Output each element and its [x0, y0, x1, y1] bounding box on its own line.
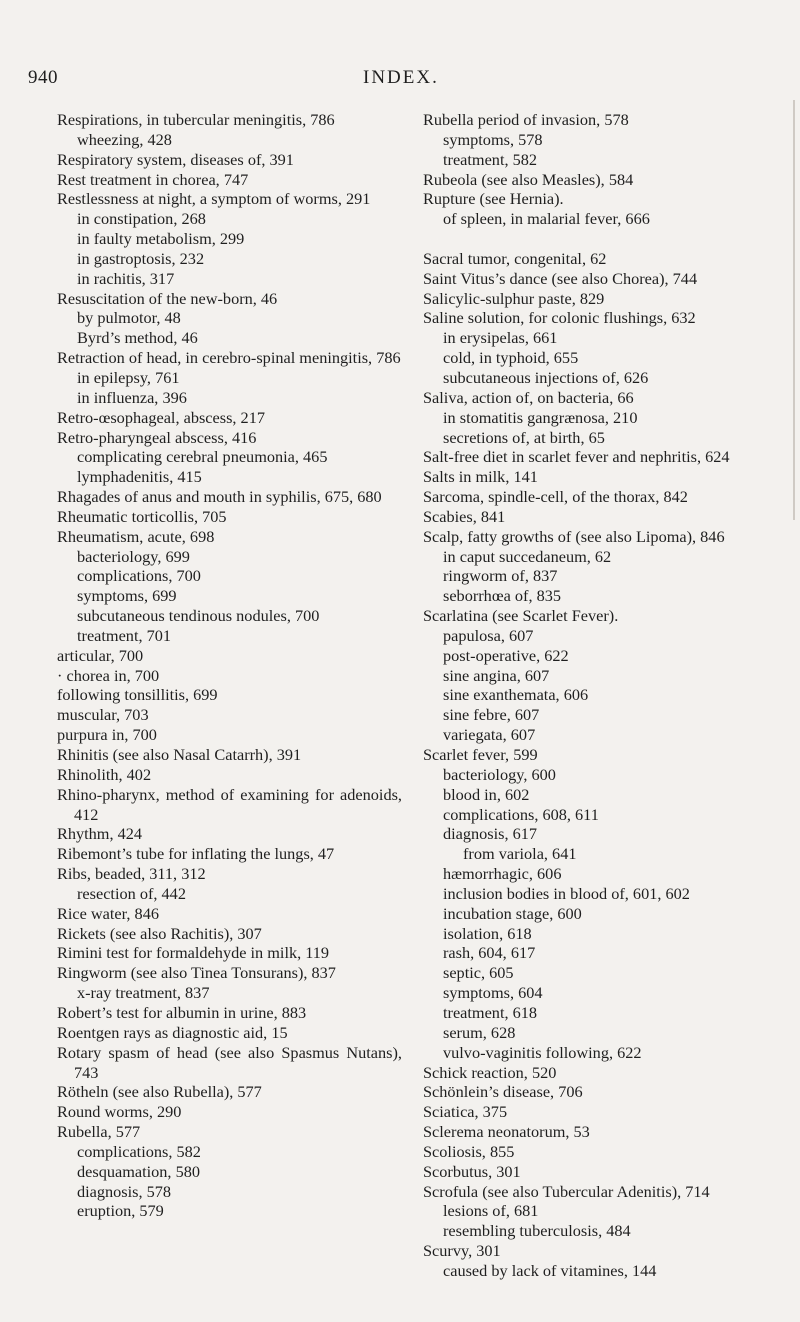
index-subentry: seborrhœa of, 835 — [443, 586, 562, 606]
index-subentry: lymphadenitis, 415 — [77, 467, 202, 487]
index-subentry: lesions of, 681 — [443, 1201, 539, 1221]
index-subentry: isolation, 618 — [443, 923, 532, 943]
index-subentry: treatment, 582 — [443, 149, 538, 169]
index-subentry: papulosa, 607 — [443, 625, 534, 645]
index-entry: Schönlein’s disease, 706 — [423, 1082, 583, 1102]
index-entry: Round worms, 290 — [57, 1102, 182, 1122]
index-subentry: subcutaneous tendinous nodules, 700 — [77, 606, 320, 626]
index-subentry: in constipation, 268 — [77, 209, 206, 229]
index-subentry: symptoms, 604 — [443, 983, 543, 1003]
index-subentry: in caput succedaneum, 62 — [443, 546, 612, 566]
index-entry: Rotary spasm of head (see also Spasmus Nutans), 743 — [57, 1042, 402, 1082]
index-entry: Rhagades of anus and mouth in syphilis, 675, 680 — [57, 487, 382, 507]
index-subentry: symptoms, 699 — [77, 586, 177, 606]
index-entry: Sarcoma, spindle-cell, of the thorax, 842 — [423, 487, 688, 507]
index-subentry: septic, 605 — [443, 963, 514, 983]
index-subentry: inclusion bodies in blood of, 601, 602 — [443, 883, 690, 903]
index-subentry: blood in, 602 — [443, 784, 530, 804]
index-subentry: diagnosis, 617 — [443, 824, 538, 844]
index-entry: Sacral tumor, congenital, 62 — [423, 248, 607, 268]
index-entry: · chorea in, 700 — [57, 665, 160, 685]
index-entry: Restlessness at night, a symptom of worms, 291 — [57, 189, 371, 209]
index-subentry: in erysipelas, 661 — [443, 328, 558, 348]
index-entry: Scurvy, 301 — [423, 1241, 501, 1261]
index-column-right — [423, 110, 768, 1281]
index-subentry: complications, 582 — [77, 1141, 201, 1161]
index-entry: Rupture (see Hernia). — [423, 189, 564, 209]
index-entry: Rheumatism, acute, 698 — [57, 526, 215, 546]
index-subentry: in rachitis, 317 — [77, 268, 175, 288]
index-subentry: incubation stage, 600 — [443, 903, 582, 923]
index-subentry: complicating cerebral pneumonia, 465 — [77, 447, 328, 467]
index-subentry: in epilepsy, 761 — [77, 367, 180, 387]
index-subentry: symptoms, 578 — [443, 129, 543, 149]
index-entry: Rubeola (see also Measles), 584 — [423, 169, 634, 189]
index-subentry: serum, 628 — [443, 1022, 516, 1042]
index-subentry: from variola, 641 — [463, 844, 577, 864]
index-entry: Retro-œsophageal, abscess, 217 — [57, 407, 265, 427]
index-subentry: wheezing, 428 — [77, 129, 172, 149]
index-subentry: bacteriology, 699 — [77, 546, 190, 566]
index-subentry: resection of, 442 — [77, 883, 186, 903]
index-entry: Rhythm, 424 — [57, 824, 143, 844]
index-subentry: desquamation, 580 — [77, 1161, 200, 1181]
index-entry: Salts in milk, 141 — [423, 467, 538, 487]
index-subentry: post-operative, 622 — [443, 645, 569, 665]
index-entry: Scorbutus, 301 — [423, 1161, 521, 1181]
index-entry: purpura in, 700 — [57, 725, 157, 745]
index-entry: Ringworm (see also Tinea Tonsurans), 837 — [57, 963, 336, 983]
index-subentry: in gastroptosis, 232 — [77, 248, 205, 268]
index-entry: Saline solution, for colonic flushings, 632 — [423, 308, 696, 328]
index-entry: Scabies, 841 — [423, 506, 506, 526]
section-gap — [423, 229, 768, 249]
index-subentry: in stomatitis gangrænosa, 210 — [443, 407, 638, 427]
index-entry: Rhinitis (see also Nasal Catarrh), 391 — [57, 745, 302, 764]
index-subentry: Byrd’s method, 46 — [77, 328, 198, 348]
index-subentry: treatment, 618 — [443, 1002, 538, 1022]
index-entry: muscular, 703 — [57, 705, 149, 725]
index-subentry: hæmorrhagic, 606 — [443, 864, 562, 884]
index-subentry: sine angina, 607 — [443, 665, 550, 685]
index-subentry: subcutaneous injections of, 626 — [443, 367, 649, 387]
index-entry: Rest treatment in chorea, 747 — [57, 169, 249, 189]
index-subentry: diagnosis, 578 — [77, 1181, 172, 1201]
index-subentry: variegata, 607 — [443, 725, 536, 745]
index-entry: Rhinolith, 402 — [57, 764, 152, 784]
index-entry: articular, 700 — [57, 645, 144, 665]
page-edge-shadow — [793, 100, 795, 520]
index-entry: Rubella, 577 — [57, 1122, 141, 1142]
index-subentry: complications, 608, 611 — [443, 804, 599, 824]
index-entry: Ribs, beaded, 311, 312 — [57, 864, 206, 884]
index-subentry: bacteriology, 600 — [443, 764, 556, 784]
index-subentry: of spleen, in malarial fever, 666 — [443, 209, 650, 229]
index-subentry: sine febre, 607 — [443, 705, 540, 725]
index-subentry: eruption, 579 — [77, 1201, 164, 1221]
index-entry: Salt-free diet in scarlet fever and nephritis, 624 — [423, 447, 730, 467]
index-subentry: resembling tuberculosis, 484 — [443, 1221, 631, 1241]
index-entry: Roentgen rays as diagnostic aid, 15 — [57, 1022, 288, 1042]
index-subentry: caused by lack of vitamines, 144 — [443, 1260, 657, 1280]
index-entry: following tonsillitis, 699 — [57, 685, 218, 705]
index-entry: Ribemont’s tube for inflating the lungs, 47 — [57, 844, 335, 864]
index-entry: Scoliosis, 855 — [423, 1141, 515, 1161]
index-entry: Scalp, fatty growths of (see also Lipoma), 846 — [423, 526, 725, 546]
index-subentry: by pulmotor, 48 — [77, 308, 181, 328]
index-entry: Saint Vitus’s dance (see also Chorea), 744 — [423, 268, 698, 288]
index-subentry: sine exanthemata, 606 — [443, 685, 589, 705]
index-entry: Rhino-pharynx, method of examining for adenoids, 412 — [57, 784, 402, 824]
index-entry: Salicylic-sulphur paste, 829 — [423, 288, 605, 308]
index-entry: Robert’s test for albumin in urine, 883 — [57, 1002, 307, 1022]
index-entry: Respirations, in tubercular meningitis, 786 — [57, 110, 335, 129]
index-subentry: ringworm of, 837 — [443, 566, 558, 586]
index-entry: Scarlet fever, 599 — [423, 745, 538, 764]
index-entry: Scarlatina (see Scarlet Fever). — [423, 606, 619, 626]
index-subentry: in influenza, 396 — [77, 387, 187, 407]
index-entry: Rötheln (see also Rubella), 577 — [57, 1082, 262, 1102]
page-number: 940 — [28, 67, 58, 88]
index-subentry: x-ray treatment, 837 — [77, 983, 210, 1003]
index-entry: Rubella period of invasion, 578 — [423, 110, 629, 129]
index-entry: Retro-pharyngeal abscess, 416 — [57, 427, 257, 447]
index-entry: Scrofula (see also Tubercular Adenitis), 714 — [423, 1181, 710, 1201]
index-entry: Sclerema neonatorum, 53 — [423, 1122, 590, 1142]
index-entry: Rheumatic torticollis, 705 — [57, 506, 227, 526]
index-subentry: rash, 604, 617 — [443, 943, 536, 963]
index-entry: Sciatica, 375 — [423, 1102, 508, 1122]
index-subentry: vulvo-vaginitis following, 622 — [443, 1042, 642, 1062]
index-entry: Rice water, 846 — [57, 903, 159, 923]
index-subentry: complications, 700 — [77, 566, 201, 586]
running-head: INDEX. — [363, 67, 439, 88]
index-subentry: treatment, 701 — [77, 625, 172, 645]
index-entry: Saliva, action of, on bacteria, 66 — [423, 387, 634, 407]
index-entry: Schick reaction, 520 — [423, 1062, 557, 1082]
index-subentry: secretions of, at birth, 65 — [443, 427, 605, 447]
index-entry: Retraction of head, in cerebro-spinal meningitis, 786 — [57, 348, 401, 368]
index-column-left — [57, 110, 402, 1221]
index-entry: Respiratory system, diseases of, 391 — [57, 149, 294, 169]
index-subentry: in faulty metabolism, 299 — [77, 229, 245, 249]
index-subentry: cold, in typhoid, 655 — [443, 348, 579, 368]
index-entry: Resuscitation of the new-born, 46 — [57, 288, 278, 308]
index-entry: Rimini test for formaldehyde in milk, 119 — [57, 943, 330, 963]
index-entry: Rickets (see also Rachitis), 307 — [57, 923, 262, 943]
